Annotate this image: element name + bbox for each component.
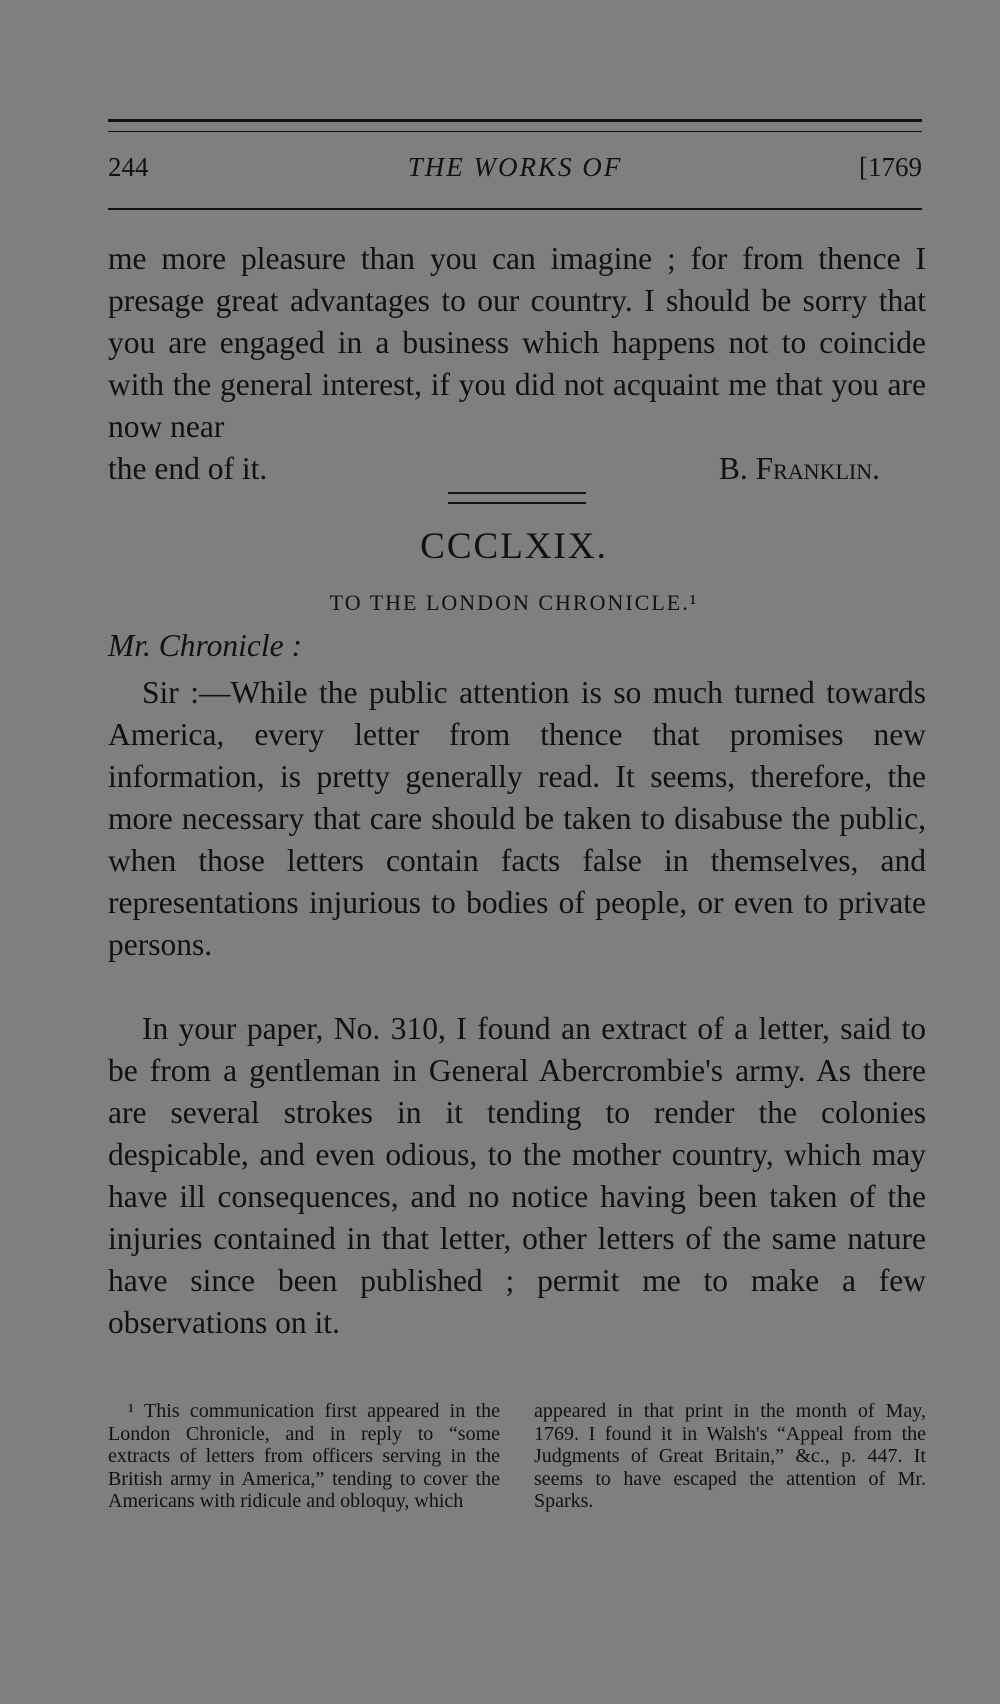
letter-number: CCCLXIX. (420, 526, 608, 567)
top-rule-thin (108, 131, 922, 132)
section-divider (448, 492, 586, 504)
year-marker: [1769 (859, 152, 922, 182)
letter-addressee: TO THE LONDON CHRONICLE.¹ (329, 590, 699, 615)
footnote-right-column: appeared in that print in the month of May, 1769. I found it in Walsh's “Appeal from the Judgments of Great Britain,” &c., p. 447. It seems to have escaped the attention of Mr. Sparks. (534, 1400, 926, 1512)
top-rule (108, 119, 922, 122)
header-rule (108, 208, 922, 210)
letter-paragraph-2: In your paper, No. 310, I found an extract of a letter, said to be from a gentleman in General Abercrombie's army. As there are several strokes in it tending to render the colonies despicable, and even odious, to the mother country, which may have ill consequences, and no notice having been taken of the injuries contained in that letter, other letters of the same nature have since been published ; permit me to make a few observations on it. (108, 1011, 926, 1340)
footnote (108, 1400, 926, 1560)
closing-last-line: the end of it. (108, 451, 268, 486)
running-header (108, 152, 922, 192)
signature: B. Franklin. (718, 451, 880, 486)
closing-paragraph: me more pleasure than you can imagine ; for from thence I presage great advantages to our country. I should be sorry that you are engaged in a business which happens not to coincide with the general interest, if you did not acquaint me that you are now near (108, 241, 926, 444)
letter-paragraph-1: Sir :—While the public attention is so much turned towards America, every letter from thence that promises new information, is pretty generally read. It seems, therefore, the more necessary that care should be taken to disabuse the public, when those letters contain facts false in themselves, and representations injurious to bodies of people, or even to private persons. (108, 675, 926, 962)
salutation: Mr. Chronicle : (108, 628, 302, 663)
footnote-left-column: ¹ This communication first appeared in the London Chronicle, and in reply to “some extracts of letters from officers serving in the British army in America,” tending to cover the Americans with ridicule and obloquy, which (108, 1400, 500, 1512)
running-title: THE WORKS OF (407, 152, 623, 182)
page-number: 244 (108, 152, 149, 182)
